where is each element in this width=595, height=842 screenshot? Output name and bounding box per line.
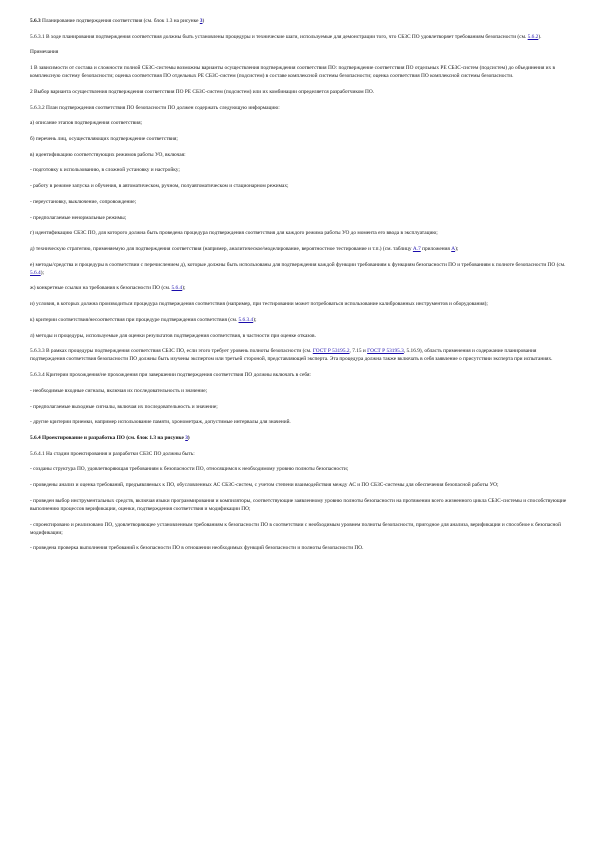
- ref-5-6-2-link[interactable]: 5.6.2: [527, 33, 539, 40]
- paragraph-5-6-3-2: 5.6.3.2 План подтверждения соответствия ПО безопасности ПО должен содержать следующую информацию:: [30, 104, 280, 111]
- ref-5-6-4-link[interactable]: 5.6.4: [30, 269, 41, 276]
- list-item-b: б) перечень лиц, осуществляющих подтверждение соответствия;: [30, 136, 178, 143]
- section-title-tail: ): [202, 18, 205, 24]
- section-title: Планирование подтверждения соответствия (см. блок 1.3 на рисунке: [42, 18, 200, 24]
- list-item-k: [30, 316, 567, 324]
- design-item-3: - проведен выбор инструментальных средств, включая языки программирования и компиляторы, соответствующие заявленному уровню полноты безопасности на протяжении всего жизненного цикла СБЗС-системы и способствующие выполнению процессов верификации, оценки, подтверждения соответствия и модификации ПО;: [30, 497, 567, 512]
- paragraph-tail: );: [455, 245, 459, 252]
- section-title-tail: ): [187, 434, 190, 441]
- paragraph-text: е) методы/средства и процедуры в соответствии с перечислением д), которые должны быть использованы для подтверждения каждой функции требованиям к функциям безопасности ПО и требованиям к полноте безопасности ПО (см.: [30, 261, 566, 268]
- paragraph-tail: , 5.16.9), область применения и содержание планирования подтверждения соответствия безопасности ПО должны быть изучены экспертом или третьей стороной, представляющей эксперта. Эта процедура должна также включать в себя заявление о присутствии эксперта при испытаниях.: [30, 348, 553, 363]
- ref-5-6-3-4-link[interactable]: 5.6.3.4: [238, 316, 254, 323]
- list-item-i: и) условия, в которых должна производиться процедура подтверждения соответствия (например, при тестировании может потребоваться использование калиброванных инструментов и оборудования);: [30, 301, 488, 308]
- mode-item-3: - переустановку, выключение, сопровождение;: [30, 198, 137, 205]
- appendix-a-link[interactable]: А: [451, 245, 456, 252]
- design-item-4: - спроектировано и реализовано ПО, удовлетворяющее установленным требованиям к безопасности ПО в соответствии с необходимым уровнем полноты безопасности, пригодное для анализа, верификации и способное к безопасной модификации;: [30, 521, 561, 536]
- design-item-2: - проведены анализ и оценка требований, предъявляемых к ПО, обусловленных АС СБЗС-систем, с учетом степени взаимодействия между АС и ПО СБЗС-системы для обеспечения безопасной работы УО;: [30, 482, 499, 489]
- paragraph-text: к) критерии соответствия/несоответствия при процедуре подтверждения соответствия (см.: [30, 316, 239, 323]
- list-item-e: [30, 261, 567, 277]
- paragraph-tail: );: [40, 269, 44, 276]
- note-1: 1 В зависимости от состава и сложности полной СБЗС-системы возможны варианты осуществления подтверждения соответствия ПО: подтверждение соответствия ПО отдельных РЕ СБЗС-систем (подсистем) до объединения их в комплексную систему безопасности; оценка соответствия ПО отдельных РЕ СБЗС-систем (подсистем) в составе комплексной системы безопасности; оценка соответствия ПО комплексной системы безопасности.: [30, 65, 556, 80]
- list-item-v: в) идентификацию соответствующих режимов работы УО, включая:: [30, 151, 186, 158]
- design-item-1: - созданы структура ПО, удовлетворяющая требованиям к безопасности ПО, относящимся к необходимому уровню полноты безопасности;: [30, 466, 349, 473]
- mode-item-1: - подготовку к использованию, в сложной установку и настройку;: [30, 167, 180, 174]
- gost-53195-3-link[interactable]: ГОСТ Р 53195.3: [367, 348, 404, 355]
- mode-item-4: - предполагаемые ненормальные режимы;: [30, 214, 127, 221]
- section-title: Проектирование и разработка ПО (см. блок 1.3 на рисунке: [42, 434, 186, 441]
- paragraph-text: 5.6.3.1 В ходе планирования подтверждения соответствия должны быть установлены процедуры и технические шаги, используемые для демонстрации того, что СБЗС ПО удовлетворяет требованиям безопасности (см.: [30, 33, 528, 40]
- section-heading-5-6-4: [30, 434, 567, 442]
- list-item-d: [30, 245, 567, 253]
- paragraph-5-6-3-1: [30, 33, 567, 41]
- section-heading-5-6-3: [30, 17, 567, 25]
- criteria-item-3: - другие критерии приемки, например использование памяти, хронометраж, допустимые интервалы для значений.: [30, 419, 291, 426]
- design-item-5: - проведена проверка выполнения требований к безопасности ПО в отношении необходимых функций безопасности и полноты безопасности ПО.: [30, 545, 364, 552]
- criteria-item-2: - предполагаемые выходные сигналы, включая их последовательность и значение;: [30, 403, 218, 410]
- paragraph-text: д) техническую стратегию, применяемую для подтверждения соответствия (например, аналитическое/моделирование, вероятностное тестирование и т.п.) (см. таблицу: [30, 245, 413, 252]
- paragraph-5-6-3-3: [30, 347, 567, 363]
- list-item-a: а) описание этапов подтверждения соответствия;: [30, 120, 143, 127]
- list-item-zh: [30, 284, 567, 292]
- mode-item-2: - работу в режиме запуска и обучения, в автоматическом, ручном, полуавтоматическом и стационарном режимах;: [30, 183, 289, 190]
- gost-53195-2-link[interactable]: ГОСТ Р 53195.2: [312, 348, 350, 355]
- paragraph-5-6-3-4: 5.6.3.4 Критерии прохождения/не прохождения при завершении подтверждения соответствия ПО должны включать в себя:: [30, 372, 311, 379]
- notes-title: Примечания: [30, 49, 59, 56]
- paragraph-5-6-4-1: 5.6.4.1 На стадии проектирования и разработки СБЗС ПО должны быть:: [30, 450, 195, 457]
- paragraph-mid: приложения: [420, 245, 452, 252]
- paragraph-tail: );: [182, 285, 186, 292]
- list-item-g: г) идентификацию СБЗС ПО, для которого должна быть проведена процедура подтверждения соответствия для каждого режима работы УО до момента его ввода в эксплуатацию;: [30, 230, 438, 237]
- paragraph-text: ж) конкретные ссылки на требования к безопасности ПО (см.: [30, 285, 172, 292]
- figure-3-link[interactable]: 3: [199, 18, 203, 24]
- section-number: 5.6.3: [30, 18, 41, 24]
- figure-3-link[interactable]: 3: [185, 434, 188, 441]
- paragraph-text: 5.6.3.3 В рамках процедуры подтверждения соответствия СБЗС ПО, если этого требует уровень полноты безопасности (см.: [30, 348, 313, 355]
- paragraph-tail: ).: [538, 33, 542, 40]
- ref-5-6-4-link[interactable]: 5.6.4: [171, 285, 183, 292]
- note-2: 2 Выбор варианта осуществления подтверждения соответствия ПО РЕ СБЗС-систем (подсистем) или их комбинации определяется разработчиком ПО.: [30, 88, 375, 95]
- table-a7-link[interactable]: А.7: [412, 245, 421, 252]
- paragraph-mid: , 7.15 и: [349, 348, 368, 355]
- list-item-l: л) методы и процедуры, используемые для оценки результатов подтверждения соответствия, в частности при оценке отказов.: [30, 332, 316, 339]
- criteria-item-1: - необходимые входные сигналы, включая их последовательность и значение;: [30, 387, 208, 394]
- section-number: 5.6.4: [30, 434, 41, 441]
- paragraph-tail: );: [253, 316, 257, 323]
